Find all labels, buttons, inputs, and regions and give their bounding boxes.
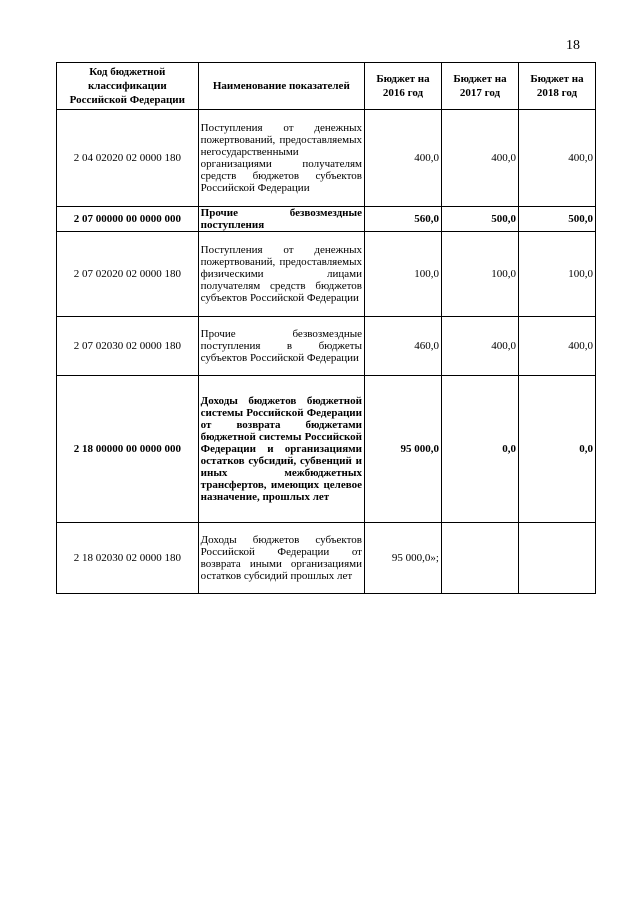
table-row — [57, 317, 596, 376]
row-code: 2 07 02030 02 0000 180 — [57, 317, 199, 376]
header-budget-2016: Бюджет на 2016 год — [364, 63, 441, 110]
row-budget-2017 — [441, 523, 518, 594]
budget-table — [56, 62, 596, 594]
row-budget-2018 — [518, 523, 595, 594]
row-code: 2 18 02030 02 0000 180 — [57, 523, 199, 594]
row-code: 2 18 00000 00 0000 000 — [57, 376, 199, 523]
row-code: 2 07 00000 00 0000 000 — [57, 207, 199, 232]
row-budget-2018: 400,0 — [518, 317, 595, 376]
row-budget-2018: 400,0 — [518, 110, 595, 207]
row-budget-2017: 400,0 — [441, 110, 518, 207]
row-budget-2016: 400,0 — [364, 110, 441, 207]
row-budget-2018: 500,0 — [518, 207, 595, 232]
row-budget-2016: 460,0 — [364, 317, 441, 376]
row-budget-2016: 100,0 — [364, 232, 441, 317]
table-row — [57, 232, 596, 317]
row-budget-2017: 500,0 — [441, 207, 518, 232]
row-budget-2016: 560,0 — [364, 207, 441, 232]
row-budget-2017: 0,0 — [441, 376, 518, 523]
header-code: Код бюджетной классификации Российской Федерации — [57, 63, 199, 110]
row-budget-2018: 0,0 — [518, 376, 595, 523]
row-name: Поступления от денежных пожертвований, предоставляемых физическими лицами получателям средств бюджетов субъектов Российской Федерации — [198, 232, 364, 317]
row-budget-2017: 400,0 — [441, 317, 518, 376]
table-row — [57, 523, 596, 594]
header-budget-2017: Бюджет на 2017 год — [441, 63, 518, 110]
page-number: 18 — [566, 38, 580, 53]
header-name: Наименование показателей — [198, 63, 364, 110]
row-name: Поступления от денежных пожертвований, предоставляемых негосударственными организациями получателям средств бюджетов субъектов Российской Федерации — [198, 110, 364, 207]
row-name: Прочие безвозмездные поступления — [198, 207, 364, 232]
table-header-row — [57, 63, 596, 110]
row-budget-2018: 100,0 — [518, 232, 595, 317]
row-code: 2 04 02020 02 0000 180 — [57, 110, 199, 207]
row-budget-2016: 95 000,0»; — [364, 523, 441, 594]
table-row — [57, 376, 596, 523]
row-budget-2016: 95 000,0 — [364, 376, 441, 523]
table-row — [57, 207, 596, 232]
header-budget-2018: Бюджет на 2018 год — [518, 63, 595, 110]
row-name: Доходы бюджетов субъектов Российской Федерации от возврата иными организациями остатков субсидий прошлых лет — [198, 523, 364, 594]
row-budget-2017: 100,0 — [441, 232, 518, 317]
row-code: 2 07 02020 02 0000 180 — [57, 232, 199, 317]
row-name: Прочие безвозмездные поступления в бюджеты субъектов Российской Федерации — [198, 317, 364, 376]
table-row — [57, 110, 596, 207]
row-name: Доходы бюджетов бюджетной системы Российской Федерации от возврата бюджетами бюджетной системы Российской Федерации и организациями остатков субсидий, субвенций и иных межбюджетных трансфертов, имеющих целевое назначение, прошлых лет — [198, 376, 364, 523]
